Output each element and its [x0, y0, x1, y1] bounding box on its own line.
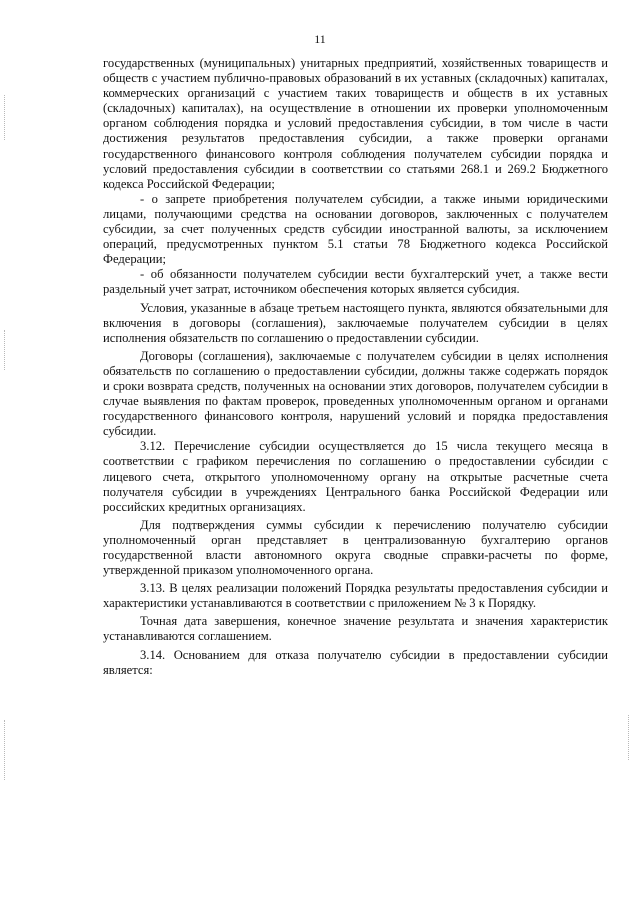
paragraph-contract-conditions: Условия, указанные в абзаце третьем настоящего пункта, являются обязательными для включения в договоры (соглашения), заключаемые получателем субсидии в целях исполнения обязательств по соглашению о предоставлении субсидии.: [103, 300, 608, 345]
paragraph-3-13: 3.13. В целях реализации положений Порядка результаты предоставления субсидии и характеристики устанавливаются в соответствии с приложением № 3 к Порядку.: [103, 581, 608, 611]
scan-edge-mark: [4, 95, 5, 140]
page-number: 11: [314, 32, 326, 46]
paragraph-continuation: государственных (муниципальных) унитарных предприятий, хозяйственных товариществ и обществ с участием публично-правовых образований в их уставных (складочных) капиталах, коммерческих организаций с участием таких товариществ и обществ в их уставных (складочных) капиталах), на осуществление в отношении их проверки уполномоченным органом соблюдения порядка и условий предоставления субсидии, в том числе в части достижения результатов предоставления субсидии, а также проверки органами государственного финансового контроля соблюдения получателем субсидии порядка и условий предоставления субсидии в соответствии со статьями 268.1 и 269.2 Бюджетного кодекса Российской Федерации;: [103, 56, 608, 191]
paragraph-3-12: 3.12. Перечисление субсидии осуществляется до 15 числа текущего месяца в соответствии с графиком перечисления по соглашению о предоставлении субсидии с лицевого счета, открытого уполномоченному органу на открытые расчетные счета получателя субсидии в учреждениях Центрального банка Российской Федерации или российских кредитных организациях.: [103, 439, 608, 514]
scan-edge-mark: [4, 330, 5, 370]
paragraph-contract-refund: Договоры (соглашения), заключаемые с получателем субсидии в целях исполнения обязательств по соглашению о предоставлении субсидии, должны также содержать порядок и сроки возврата средств, полученных на основании этих договоров, получателем субсидии в случае выявления по фактам проверок, проведенных уполномоченным органом и органами государственного финансового контроля, нарушений условий и порядка предоставления субсидии.: [103, 348, 608, 439]
paragraph-3-14: 3.14. Основанием для отказа получателю субсидии в предоставлении субсидии является:: [103, 647, 608, 677]
scan-edge-mark: [4, 720, 5, 780]
paragraph-accounting-obligation: - об обязанности получателем субсидии вести бухгалтерский учет, а также вести раздельный учет затрат, источником обеспечения которых является субсидия.: [103, 267, 608, 297]
scan-edge-mark: [628, 715, 629, 760]
paragraph-currency-prohibition: - о запрете приобретения получателем субсидии, а также иными юридическими лицами, получающими средства на основании договоров, заключенных с получателем субсидии, за счет полученных средств субсидии иностранной валюты, за исключением операций, предусмотренных пунктом 5.1 статьи 78 Бюджетного кодекса Российской Федерации;: [103, 191, 608, 267]
paragraph-confirmation: Для подтверждения суммы субсидии к перечислению получателю субсидии уполномоченный орган представляет в централизованную бухгалтерию органов государственной власти автономного округа сводные справки-расчеты по форме, утвержденной приказом уполномоченного органа.: [103, 517, 608, 578]
paragraph-deadline: Точная дата завершения, конечное значение результата и значения характеристик устанавливаются соглашением.: [103, 614, 608, 644]
document-body: [103, 56, 608, 678]
